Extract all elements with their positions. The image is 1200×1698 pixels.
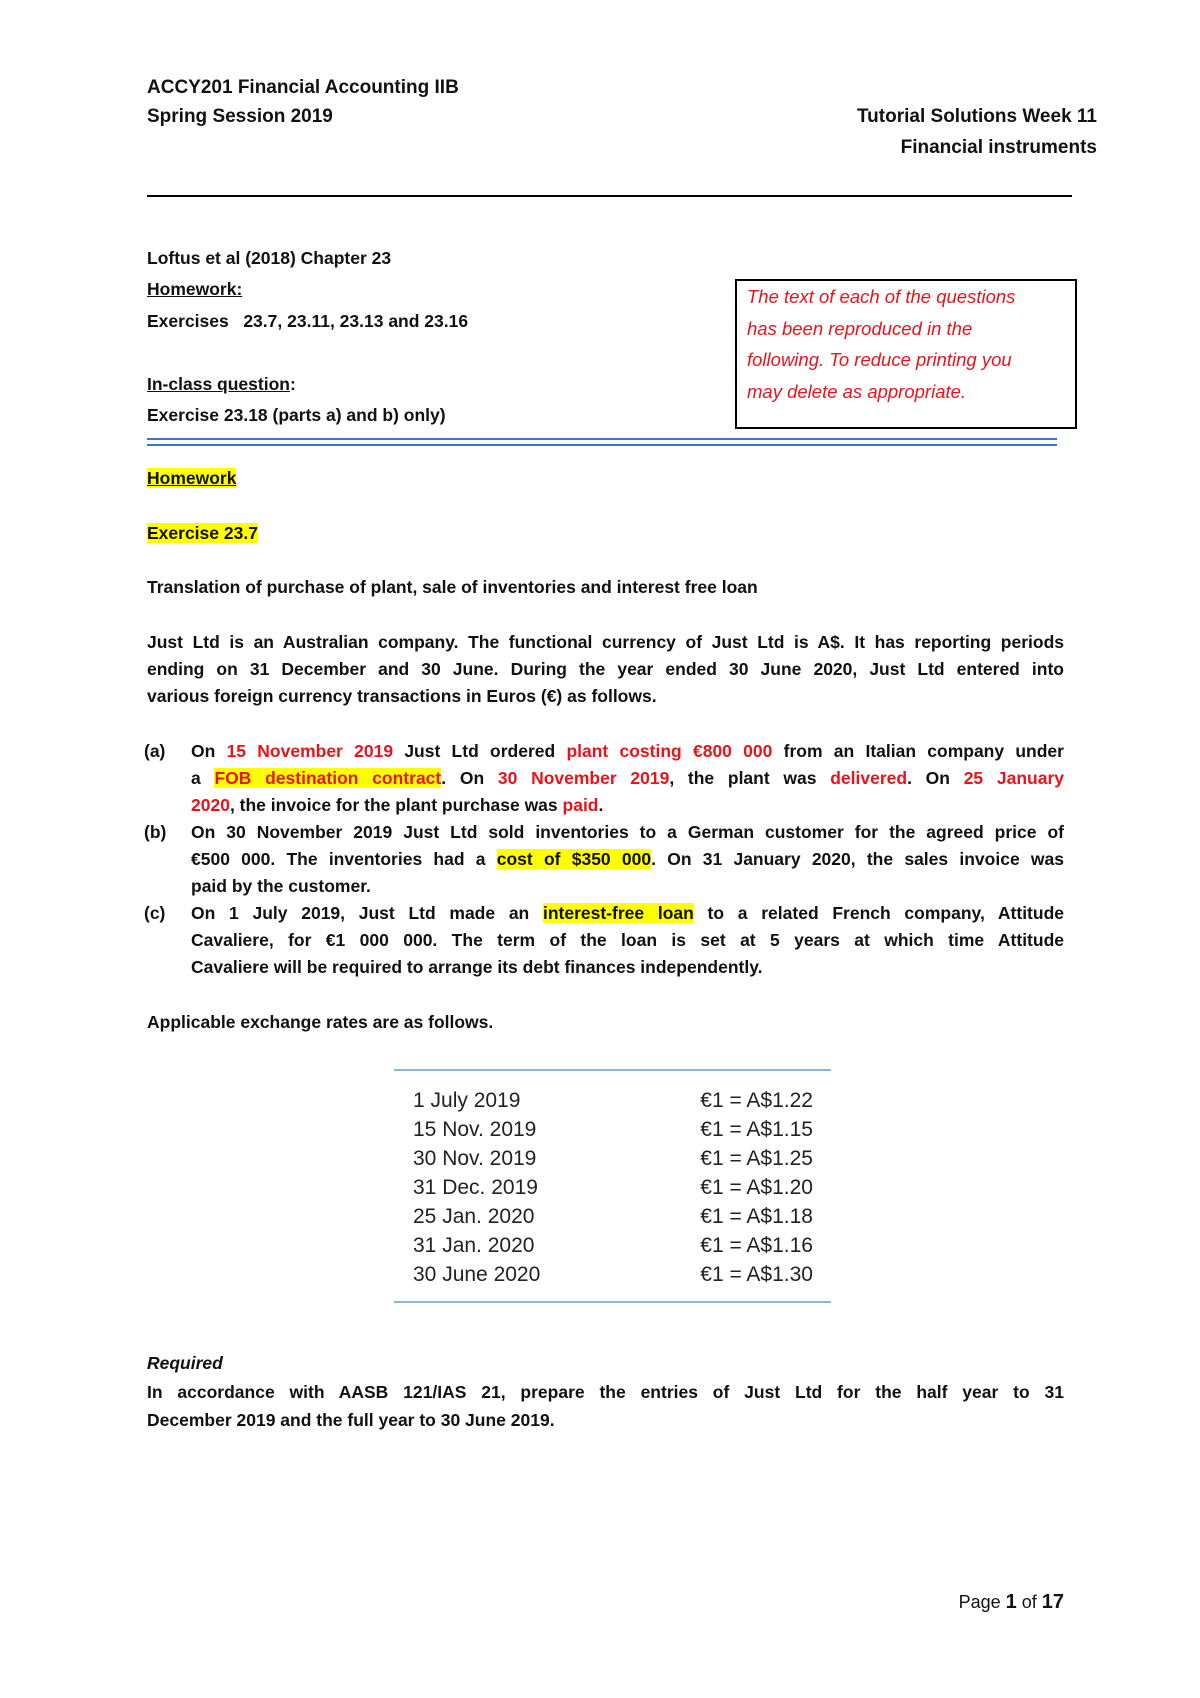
homework-exercises: Exercises 23.7, 23.11, 23.13 and 23.16 (147, 311, 469, 331)
homework-label: Homework: (147, 279, 243, 299)
rate-date: 25 Jan. 2020 (413, 1205, 535, 1228)
rate-value: €1 = A$1.16 (700, 1234, 813, 1257)
required-label: Required (147, 1353, 223, 1373)
item-c-line: Cavaliere, for €1 000 000. The term of the loan is set at 5 years at which time Attitude (191, 930, 1064, 950)
item-c-line: On 1 July 2019, Just Ltd made an interest-free loan to a related French company, Attitude (191, 903, 1064, 923)
rate-row (413, 1144, 813, 1173)
rate-date: 30 Nov. 2019 (413, 1147, 537, 1170)
rate-date: 31 Dec. 2019 (413, 1176, 538, 1199)
note-line: following. To reduce printing you (747, 349, 1012, 370)
exercise-heading: Exercise 23.7 (147, 523, 258, 543)
note-line: The text of each of the questions (747, 286, 1016, 307)
exchange-rates-table (394, 1069, 831, 1303)
item-a-line: On 15 November 2019 Just Ltd ordered plant costing €800 000 from an Italian company under (191, 741, 1064, 761)
rate-date: 15 Nov. 2019 (413, 1118, 537, 1141)
topic-label: Financial instruments (900, 137, 1097, 158)
page-number: Page 1 of 17 (958, 1591, 1064, 1613)
item-b-line: paid by the customer. (191, 876, 371, 896)
homework-heading: Homework (147, 468, 237, 488)
rate-date: 31 Jan. 2020 (413, 1234, 535, 1257)
rate-value: €1 = A$1.22 (700, 1089, 813, 1112)
rate-row (413, 1202, 813, 1231)
note-box (735, 279, 1077, 429)
note-line: has been reproduced in the (747, 317, 973, 339)
document-title: Tutorial Solutions Week 11 (856, 106, 1097, 127)
item-a-line: a FOB destination contract. On 30 November 2019, the plant was delivered. On 25 January (191, 768, 1064, 788)
item-b-line: €500 000. The inventories had a cost of $350 000. On 31 January 2020, the sales invoice was (191, 849, 1064, 869)
header-rule (147, 195, 1072, 197)
item-b-line: On 30 November 2019 Just Ltd sold inventories to a German customer for the agreed price of (191, 822, 1064, 842)
inclass-colon: : (289, 374, 296, 394)
required-line: December 2019 and the full year to 30 June 2019. (147, 1410, 555, 1430)
rate-value: €1 = A$1.20 (700, 1176, 813, 1199)
chapter-reference: Loftus et al (2018) Chapter 23 (147, 248, 392, 268)
para-line: various foreign currency transactions in Euros (€) as follows. (147, 686, 657, 706)
rate-value: €1 = A$1.18 (700, 1205, 813, 1228)
item-c-line: Cavaliere will be required to arrange its debt finances independently. (191, 957, 763, 977)
item-b-label: (b) (144, 822, 167, 842)
inclass-exercise: Exercise 23.18 (parts a) and b) only) (147, 405, 446, 425)
rate-row (413, 1173, 813, 1202)
rates-intro: Applicable exchange rates are as follows. (147, 1012, 494, 1032)
rate-value: €1 = A$1.15 (700, 1118, 813, 1141)
item-c-label: (c) (144, 903, 166, 923)
session-label: Spring Session 2019 (147, 106, 333, 127)
item-a-line: 2020, the invoice for the plant purchase was paid. (191, 795, 604, 815)
para-line: ending on 31 December and 30 June. During the year ended 30 June 2020, Just Ltd entered into (147, 659, 1064, 679)
course-title: ACCY201 Financial Accounting IIB (147, 77, 459, 98)
inclass-heading (147, 372, 296, 396)
rate-date: 1 July 2019 (413, 1089, 521, 1112)
exercise-title: Translation of purchase of plant, sale of inventories and interest free loan (147, 577, 758, 597)
rate-row (413, 1115, 813, 1144)
rate-row (413, 1260, 813, 1289)
note-line: may delete as appropriate. (747, 380, 967, 402)
inclass-label: In-class question (147, 374, 290, 394)
section-rule-bottom (147, 444, 1057, 446)
rate-row (413, 1231, 813, 1260)
section-rule-top (147, 438, 1057, 440)
rate-value: €1 = A$1.25 (700, 1147, 813, 1170)
para-line: Just Ltd is an Australian company. The functional currency of Just Ltd is A$. It has reporting periods (147, 632, 1064, 652)
rate-date: 30 June 2020 (413, 1263, 541, 1286)
rate-value: €1 = A$1.30 (700, 1263, 813, 1286)
rate-row (413, 1086, 813, 1115)
item-a-label: (a) (144, 741, 166, 761)
required-line: In accordance with AASB 121/IAS 21, prepare the entries of Just Ltd for the half year to 31 (147, 1382, 1064, 1402)
